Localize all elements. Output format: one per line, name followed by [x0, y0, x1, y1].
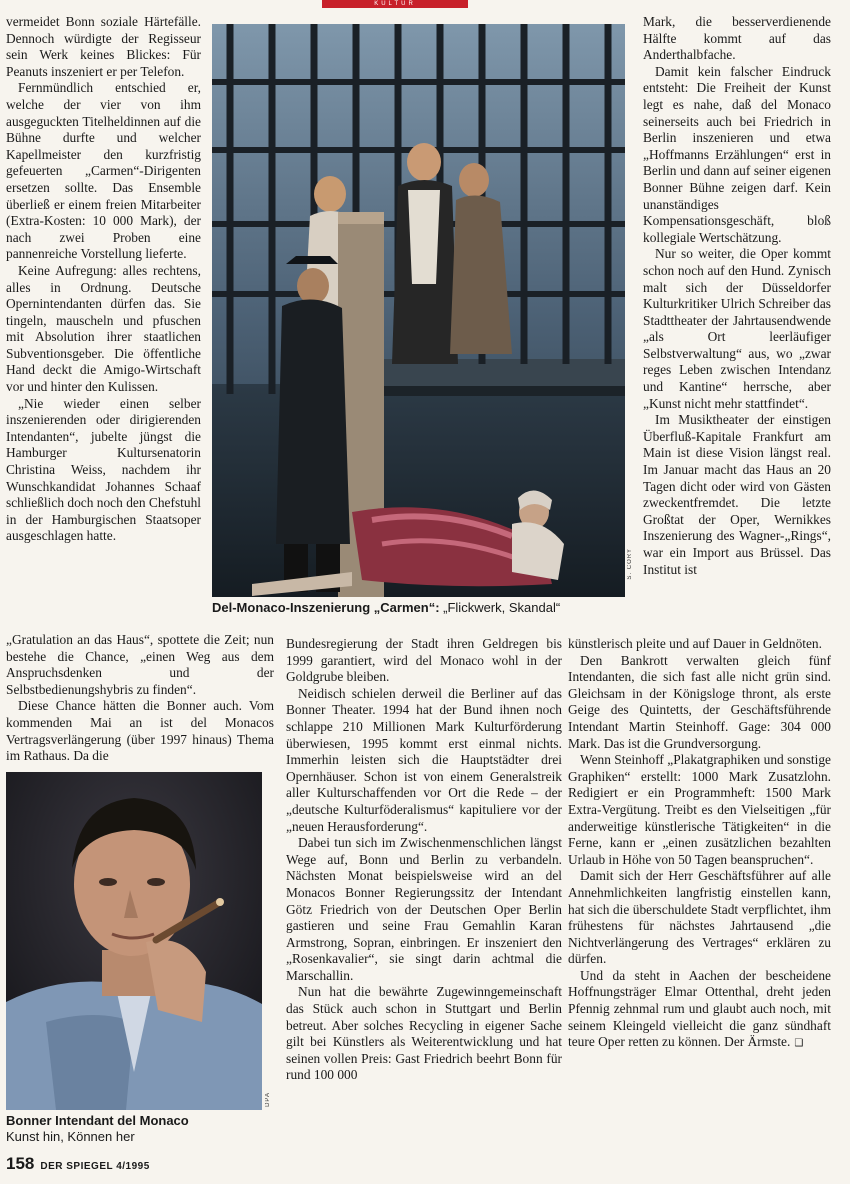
paragraph-text: vermeidet Bonn soziale Härtefälle. Dennoch würdigte der Regisseur sein Werk keines Blickes: Für Peanuts inszeniert er per Telefon. — [6, 14, 201, 79]
paragraph — [286, 835, 562, 984]
paragraph-text: „Nie wieder einen selber inszenierenden oder dirigierenden Intendanten“, jubelte jüngst die Hamburger Kultursenatorin Christina Weiss, nachdem ihr Wunschkandidat Johannes Schaaf schließlich doch noch den Chefstuhl in der Hamburgischen Staatsoper ausgeschlagen hatte. — [6, 395, 201, 544]
paragraph — [6, 14, 201, 80]
article-end-mark: ❑ — [794, 1038, 804, 1050]
column-3-bottom — [568, 636, 831, 1148]
column-3-top — [643, 14, 831, 640]
stage-caption-bold: Del-Monaco-Inszenierung „Carmen“: — [212, 600, 440, 615]
paragraph-text: Im Musiktheater der einstigen Überfluß-Kapitale Frankfurt am Main ist diese Vision längst real. Im Januar macht das Haus an 20 Tagen dicht oder wird von Gästen zweckentfremdet. Die letzte Großtat der Oper, Wernikkes Inszenierung des Wagner-„Rings“, war ein Import aus Brüssel. Das Institut ist — [643, 412, 831, 577]
portrait-caption-rest: Kunst hin, Können her — [6, 1129, 135, 1144]
paragraph — [286, 636, 562, 686]
paragraph — [286, 984, 562, 1084]
section-label: KULTUR — [322, 0, 468, 8]
column-1 — [6, 14, 201, 636]
paragraph-text: Mark, die besserverdienende Hälfte kommt auf das Anderthalbfache. — [643, 14, 831, 63]
paragraph-text: „Gratulation an das Haus“, spottete die Zeit; nun bestehe die Chance, „einen Weg aus dem Anspruchsdenken und der Selbstbedienungshybris zu finden“. — [6, 632, 274, 697]
portrait-photo-credit: DPA — [265, 1092, 271, 1107]
paragraph-text: Nun hat die bewährte Zugewinngemeinschaft das Stück auch schon in Stuttgart und Berlin betreut. Aber solches Recycling in eigener Sache gilt bei Künstlers als Weiterentwicklung und hat seinen vollen Preis: Gast Friedrich beehrt Bonn für rund 100 000 — [286, 984, 562, 1083]
paragraph — [568, 968, 831, 1053]
portrait-photo — [6, 772, 262, 1110]
paragraph-text: Neidisch schielen derweil die Berliner auf das Bonner Theater. 1994 hat der Bund ihnen noch schlappe 210 Millionen Mark Kulturförderung überwiesen, 1995 kommt erst einmal nichts. Immerhin leisten sich die Hauptstädter drei Opernhäuser. Schon ist von einem Generalstreik aller Kulturschaffenden vor Ort die Rede – der „deutsche Kulturföderalismus“ kapituliere vor der „neuen Herausforderung“. — [286, 685, 562, 834]
paragraph-text: Keine Aufregung: alles rechtens, alles in Ordnung. Deutsche Opernintendanten dürfen das. Sie tingeln, mauscheln und pfuschen mit Absolution ihrer staatlichen Subventionsgeber. Die öffentliche Hand deckt die Amigo-Wirtschaft vor und hinter den Kulissen. — [6, 262, 201, 395]
paragraph — [6, 80, 201, 263]
paragraph — [286, 686, 562, 835]
paragraph — [643, 64, 831, 247]
paragraph — [643, 14, 831, 64]
paragraph — [643, 412, 831, 578]
stage-photo — [212, 24, 625, 597]
paragraph-text: Dabei tun sich im Zwischenmenschlichen längst Wege auf, Bonn und Berlin zu verbandeln. Nächsten Monat beispielsweise wird an del Monacos Bonner Regierungssitz der Intendant Götz Friedrich von der Deutschen Oper Berlin gastieren und seine Frau Gemahlin Karan Armstrong, Sopran, einbringen. Er inszeniert den „Rosenkavalier“, sie singt darin achtmal die Marschallin. — [286, 835, 562, 983]
page-number: 158 — [6, 1154, 35, 1173]
paragraph — [6, 698, 274, 764]
paragraph — [6, 396, 201, 545]
stage-photo-caption — [212, 600, 632, 616]
paragraph-text: Damit sich der Herr Geschäftsführer auf alle Annehmlichkeiten langfristig einstellen kann, hat sich die überschuldete Stadt verpflichtet, ihm frühestens für nächstes Jahrtausend „die Nichtverlängerung des Vertrages“ erklären zu dürfen. — [568, 868, 831, 967]
magazine-issue: DER SPIEGEL 4/1995 — [40, 1161, 150, 1172]
paragraph — [568, 653, 831, 753]
paragraph-text: Den Bankrott verwalten gleich fünf Intendanten, die sich fast alle nicht grün sind. Gleichsam in der Königsloge thront, als erste Geige des Quintetts, der Geschäftsführende Intendant Martin Steinhoff. Gage: 304 000 Mark. Das ist die Grundversorgung. — [568, 652, 831, 751]
paragraph — [643, 246, 831, 412]
stage-scene-illustration — [212, 24, 625, 597]
paragraph — [6, 263, 201, 396]
paragraph-text: Nur so weiter, die Oper kommt schon noch auf den Hund. Zynisch malt sich der Düsseldorfer Kulturkritiker Ulrich Schreiber das Stadttheater der Jahrtausendwende „als Ort leerläufiger Selbstverwaltung“ aus, wo „zwar reges Leben zwischen Intendanz und Kantine“ herrsche, aber „Kunst nicht mehr stattfindet“. — [643, 246, 831, 411]
stage-photo-credit: S. CORY — [627, 548, 633, 580]
portrait-caption-bold: Bonner Intendant del Monaco — [6, 1113, 189, 1128]
portrait-caption — [6, 1113, 276, 1145]
portrait-illustration — [6, 772, 262, 1110]
paragraph — [568, 868, 831, 968]
paragraph — [6, 632, 274, 698]
paragraph-text: Wenn Steinhoff „Plakatgraphiken und sonstige Graphiken“ erstellt: 1000 Mark Zusatzlohn. Redigiert er ein Programmheft: 1500 Mark Extra-Vergütung. Treibt es den Vielseitigen „für anderweitige künstlerische Tätigkeiten“ in die Ferne, kann er „einen zusätzlichen bezahlten Urlaub in Höhe von 50 Tagen beanspruchen“. — [568, 752, 831, 867]
paragraph — [568, 752, 831, 868]
paragraph-text: Fernmündlich entschied er, welche der vier von ihm ausgeguckten Titelheldinnen auf die Bühne durfte und welcher Kapellmeister den kurzfristig gefeuerten „Carmen“-Dirigenten ersetzen sollte. Das Ensemble überließ er einem freien Mitarbeiter (Extra-Kosten: 10 000 Mark), der nach zwei Proben eine pannenreiche Vorstellung lieferte. — [6, 80, 201, 262]
paragraph-text: Diese Chance hätten die Bonner auch. Vom kommenden Mai an ist del Monacos Vertragsverlängerung (über 1997 hinaus) Thema im Rathaus. Da die — [6, 698, 274, 764]
paragraph-text: Bundesregierung der Stadt ihren Geldregen bis 1999 garantiert, wird del Monaco wohl in der Goldgrube bleiben. — [286, 636, 562, 685]
paragraph-text: künstlerisch pleite und auf Dauer in Geldnöten. — [568, 636, 822, 651]
paragraph — [568, 636, 831, 653]
paragraph-text: Und da steht in Aachen der bescheidene Hoffnungsträger Elmar Ottenthal, dreht jeden Pfennig zehnmal rum und glaubt auch noch, mit seinem Kleingeld vielleicht die ganz sündhaft teure Oper retten zu können. Der Ärmste. — [568, 967, 831, 1050]
page-footer — [6, 1154, 150, 1174]
column-2 — [286, 636, 562, 1146]
paragraph-text: Damit kein falscher Eindruck entsteht: Die Freiheit der Kunst legt es nahe, daß del Monaco seinerseits auch bei Friedrich in Berlin inszenieren und etwa „Hoffmanns Erzählungen“ erst in Berlin und dann auf seiner eigenen Bonner Bühne zeigen darf. Kein unanständiges Kompensationsgeschäft, bloß kollegiale Wertschätzung. — [643, 63, 831, 245]
column-1-wide — [6, 632, 274, 764]
stage-caption-rest: „Flickwerk, Skandal“ — [439, 600, 561, 615]
